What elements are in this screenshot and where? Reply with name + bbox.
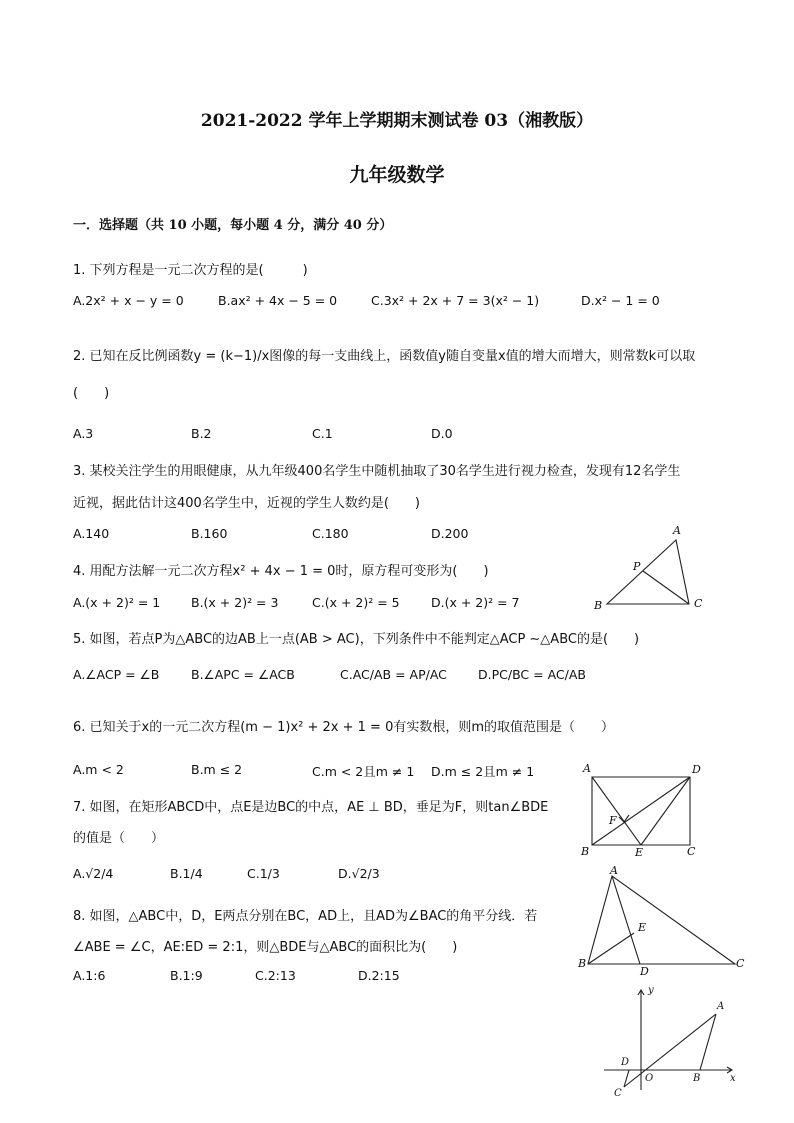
- question-3-option-d: D.200: [431, 526, 469, 541]
- fig5-label-b: B: [594, 599, 603, 612]
- fig9-label-o: O: [645, 1073, 654, 1084]
- page-title: 2021-2022 学年上学期期末测试卷 03（湘教版）: [200, 111, 594, 131]
- question-4-option-a: A.(x + 2)² = 1: [73, 595, 161, 610]
- section-heading: 一．选择题（共 10 小题，每小题 4 分，满分 40 分）: [73, 218, 393, 233]
- fig9-label-b: B: [693, 1073, 701, 1084]
- question-3-option-b: B.160: [191, 526, 228, 541]
- question-7-stem: 7. 如图，在矩形ABCD中，点E是边BC的中点，AE ⊥ BD，垂足为F，则tan∠BDE: [73, 800, 549, 815]
- question-3-stem: 3. 某校关注学生的用眼健康，从九年级400名学生中随机抽取了30名学生进行视力检查，发现有12名学生: [73, 464, 681, 479]
- fig5-label-c: C: [694, 597, 703, 610]
- question-2-stem: 2. 已知在反比例函数y = (k−1)/x图像的每一支曲线上，函数值y随自变量x值的增大而增大，则常数k可以取: [73, 349, 696, 364]
- fig9-label-c: C: [614, 1088, 622, 1099]
- fig5-label-a: A: [673, 524, 681, 537]
- question-8-option-d: D.2:15: [358, 968, 400, 983]
- question-2-option-d: D.0: [431, 426, 453, 441]
- question-2-option-a: A.3: [73, 426, 94, 441]
- question-1-stem: 1. 下列方程是一元二次方程的是( ): [73, 263, 308, 278]
- question-1-option-d: D.x² − 1 = 0: [581, 293, 660, 308]
- question-8-option-b: B.1:9: [170, 968, 203, 983]
- fig9-label-x: x: [730, 1073, 736, 1084]
- page-subtitle: 九年级数学: [349, 164, 445, 186]
- question-6-option-a: A.m < 2: [73, 762, 124, 777]
- fig9-label-y: y: [648, 985, 654, 996]
- fig7-label-e: E: [635, 846, 644, 859]
- fig5-label-p: P: [633, 560, 641, 573]
- question-4-option-b: B.(x + 2)² = 3: [191, 595, 279, 610]
- question-2-option-b: B.2: [191, 426, 212, 441]
- question-3-stem-cont: 近视，据此估计这400名学生中，近视的学生人数约是( ): [73, 496, 420, 511]
- fig9-label-d: D: [621, 1057, 630, 1068]
- question-4-option-d: D.(x + 2)² = 7: [431, 595, 520, 610]
- question-2-stem-cont: ( ): [73, 386, 110, 401]
- question-1-option-a: A.2x² + x − y = 0: [73, 293, 184, 308]
- question-4-stem: 4. 用配方法解一元二次方程x² + 4x − 1 = 0时，原方程可变形为( ): [73, 564, 489, 579]
- question-8-stem-cont: ∠ABE = ∠C，AE:ED = 2:1，则△BDE与△ABC的面积比为( ): [73, 940, 458, 955]
- question-5-option-a: A.∠ACP = ∠B: [73, 667, 160, 682]
- question-7-option-b: B.1/4: [170, 866, 203, 881]
- question-7-option-c: C.1/3: [247, 866, 280, 881]
- question-4-option-c: C.(x + 2)² = 5: [312, 595, 400, 610]
- question-8-option-a: A.1:6: [73, 968, 106, 983]
- fig7-label-c: C: [687, 845, 696, 858]
- question-3-option-c: C.180: [312, 526, 349, 541]
- fig8-label-c: C: [736, 957, 745, 970]
- question-5-option-c: C.AC/AB = AP/AC: [340, 667, 447, 682]
- fig8-label-d: D: [640, 965, 649, 978]
- question-2-option-c: C.1: [312, 426, 333, 441]
- question-5-stem: 5. 如图，若点P为△ABC的边AB上一点(AB > AC)，下列条件中不能判定△ACP ∼△ABC的是( ): [73, 632, 640, 647]
- question-8-option-c: C.2:13: [255, 968, 296, 983]
- fig7-label-f: F: [609, 814, 617, 827]
- question-6-stem: 6. 已知关于x的一元二次方程(m − 1)x² + 2x + 1 = 0有实数根，则m的取值范围是（ ）: [73, 720, 615, 735]
- question-5-option-d: D.PC/BC = AC/AB: [478, 667, 586, 682]
- segment-ca: [624, 1014, 716, 1087]
- question-1-option-b: B.ax² + 4x − 5 = 0: [218, 293, 338, 308]
- question-3-option-a: A.140: [73, 526, 110, 541]
- question-7-stem-cont: 的值是（ ）: [73, 831, 165, 846]
- question-7-option-a: A.√2/4: [73, 866, 114, 881]
- fig8-label-b: B: [578, 957, 587, 970]
- question-6-option-c: C.m < 2且m ≠ 1: [312, 764, 415, 779]
- fig7-label-a: A: [583, 762, 591, 775]
- fig7-label-d: D: [692, 763, 701, 776]
- question-1-option-c: C.3x² + 2x + 7 = 3(x² − 1): [371, 293, 540, 308]
- question-5-option-b: B.∠APC = ∠ACB: [191, 667, 295, 682]
- question-8-stem: 8. 如图，△ABC中，D，E两点分别在BC，AD上，且AD为∠BAC的角平分线．若: [73, 909, 538, 924]
- fig8-label-e: E: [638, 921, 647, 934]
- question-6-option-b: B.m ≤ 2: [191, 762, 243, 777]
- segment-ab: [700, 1014, 716, 1070]
- question-7-option-d: D.√2/3: [338, 866, 380, 881]
- fig7-label-b: B: [581, 845, 590, 858]
- fig9-label-a: A: [717, 1001, 725, 1012]
- question-6-option-d: D.m ≤ 2且m ≠ 1: [431, 764, 535, 779]
- fig8-label-a: A: [610, 864, 618, 877]
